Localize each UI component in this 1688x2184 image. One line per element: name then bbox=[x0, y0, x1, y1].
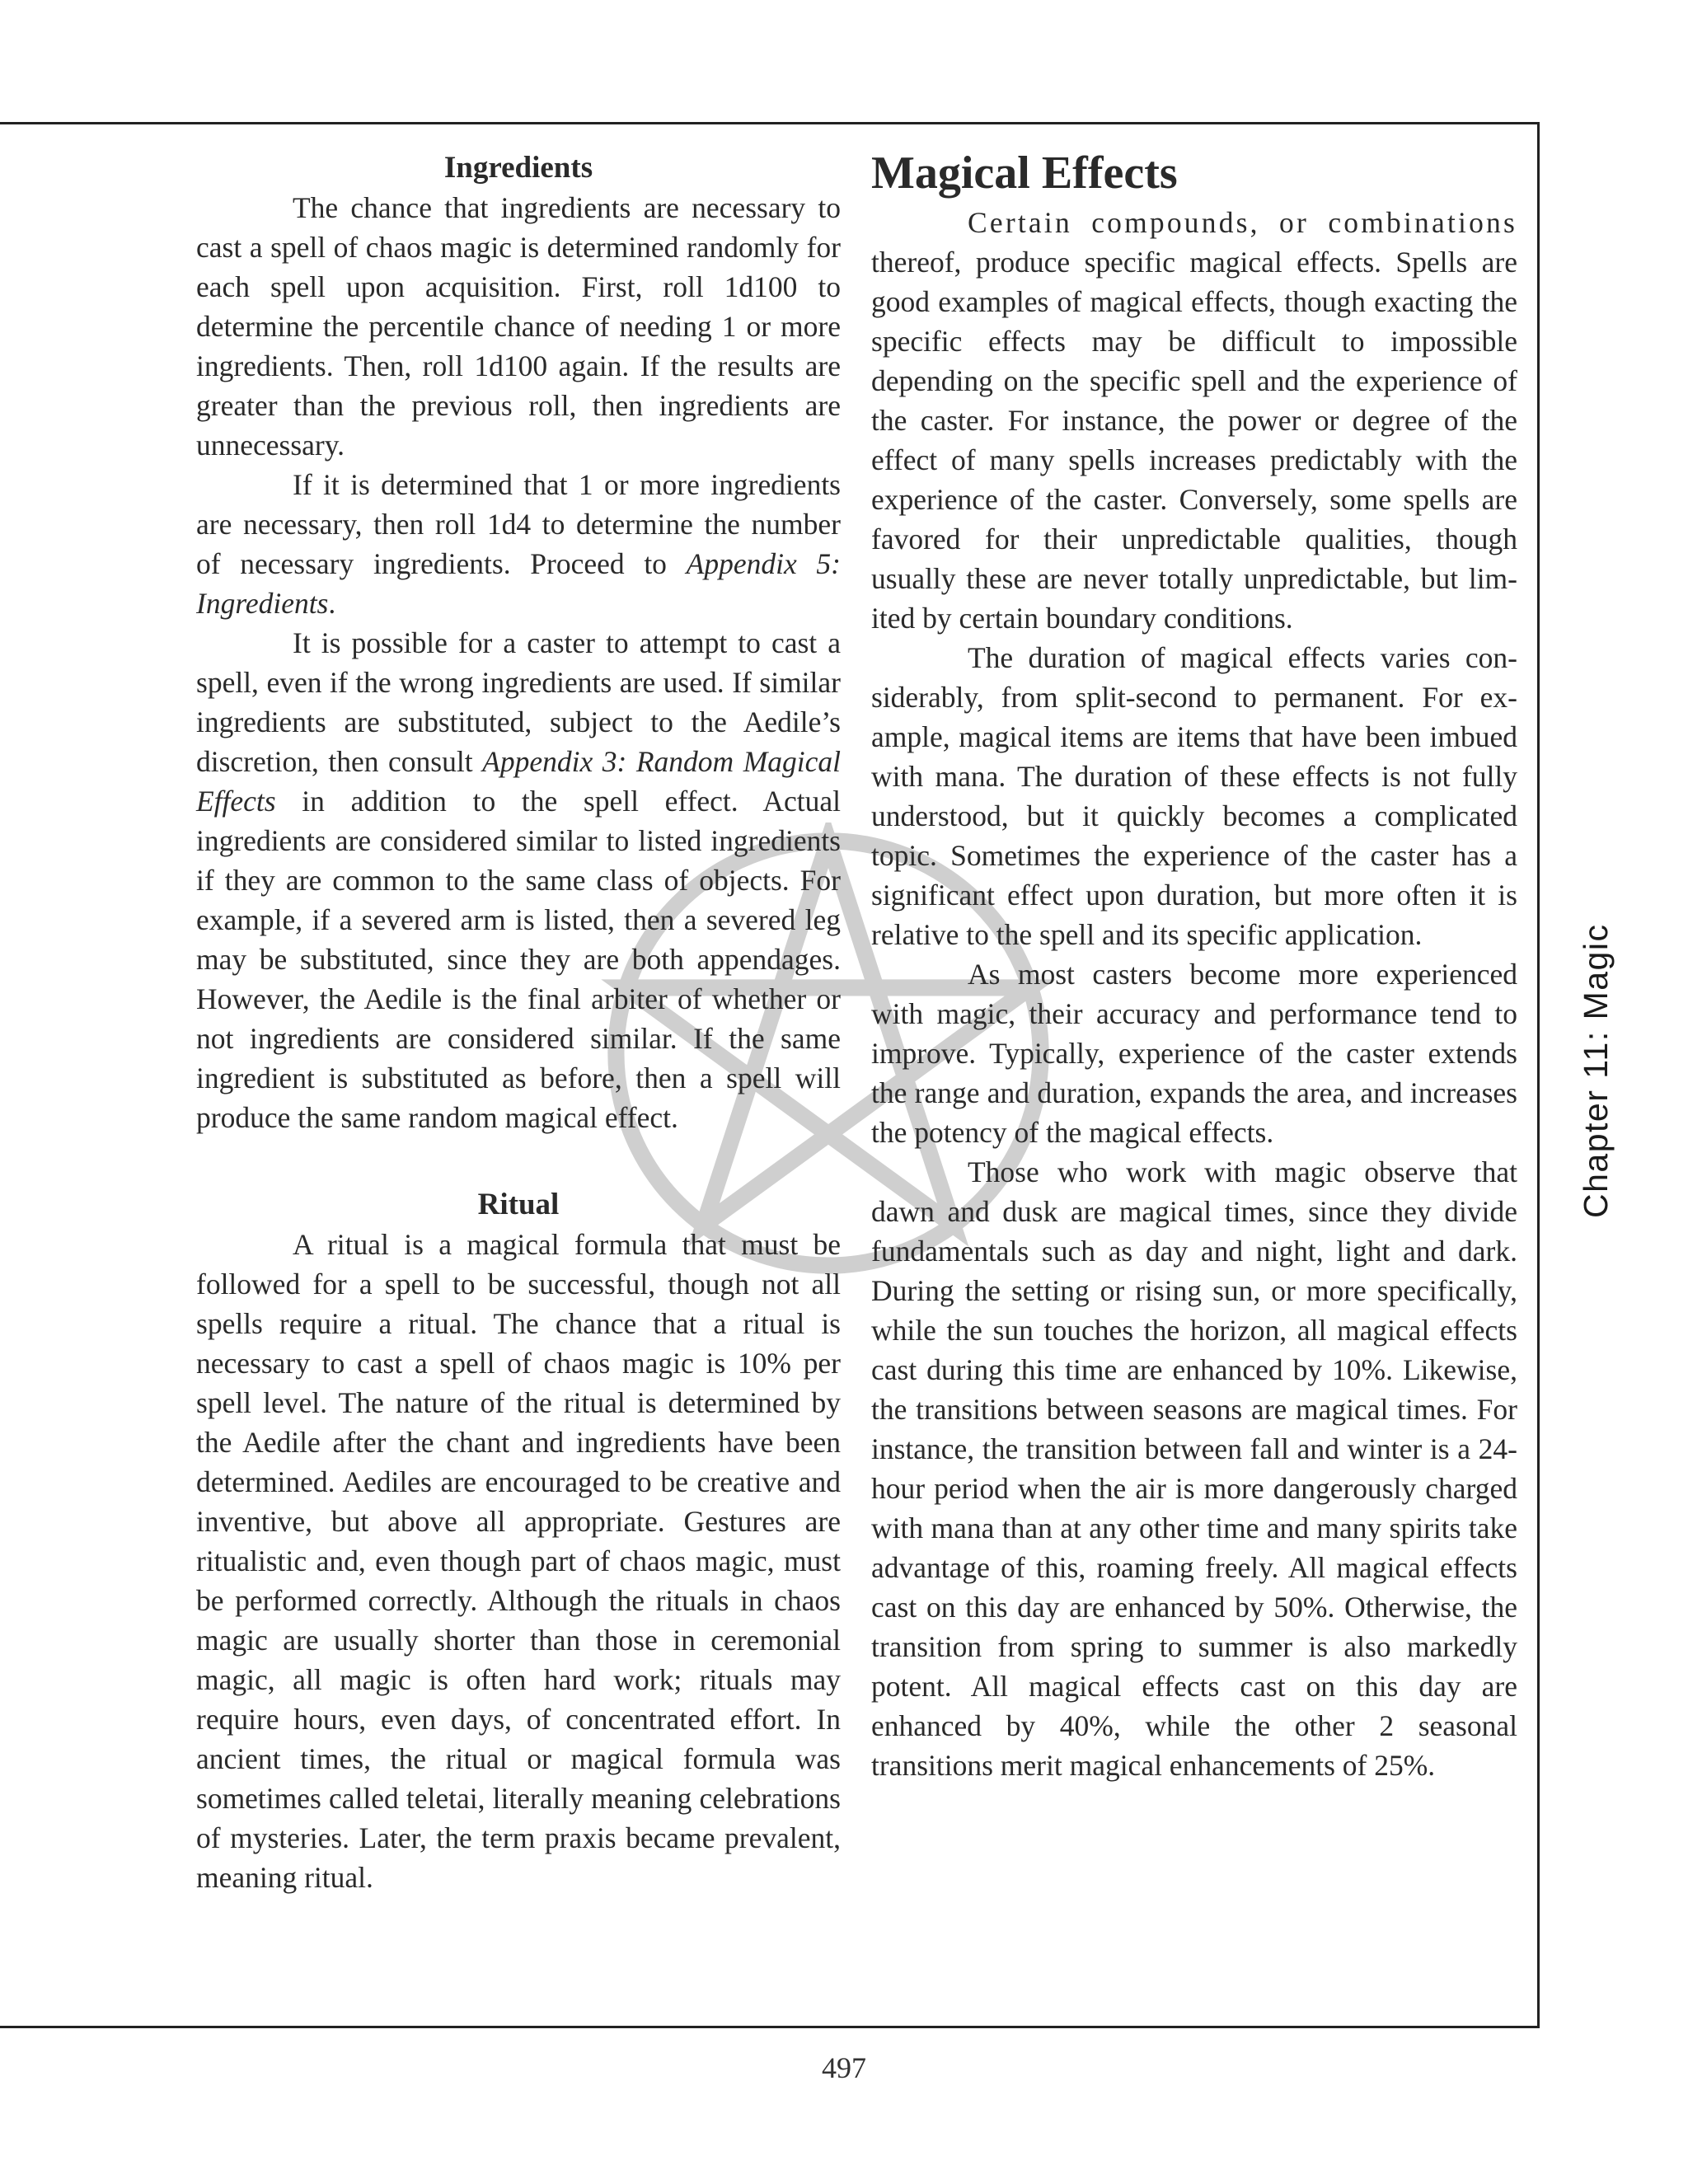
ingredients-paragraph-2-end: . bbox=[328, 587, 336, 620]
ingredients-paragraph-2 bbox=[196, 465, 841, 623]
appendix-3-reference: Appendix 3: Random Magical Effects bbox=[196, 745, 841, 818]
left-column bbox=[196, 148, 841, 1897]
magical-effects-heading: Magical Effects bbox=[871, 148, 1178, 199]
appendix-5-reference: Appendix 5: Ingredients bbox=[196, 547, 841, 620]
top-rule bbox=[0, 122, 1540, 124]
magical-effects-paragraph-4: Those who work with magic observe that dawn and dusk are magical times, since they divide fundamentals such as day and night, light and dark. During the setting or rising sun, or more specifically, while the sun touches the horizon, all magical effects cast during this time are enhanced by 10%. Likewise, the transitions between seasons are magical times. For instance, the transition between fall and winter is a 24-hour period when the air is more dangerously charged with mana than at any other time and many spirits take advantage of this, roaming freely. All magical effects cast on this day are enhanced by 50%. Otherwise, the transition from spring to summer is also markedly potent. All magical effects cast on this day are enhanced by 40%, while the other 2 seasonal transitions merit magical enhancements of 25%. bbox=[871, 1155, 1517, 1782]
right-column bbox=[871, 148, 1517, 1785]
magical-effects-paragraph-1-rest: thereof, produce specific magical effects. Spells are good examples of magical effects, though exacting the specific effects may be difficult to impossible depending on the specific spell and the experience of the caster. For instance, the power or degree of the effect of many spells increases predictably with the experience of the caster. Conversely, some spells are favored for their unpredictable qualities, though usually these are never totally unpredictable, but limited by certain boundary conditions. bbox=[871, 246, 1517, 635]
page-number: 497 bbox=[822, 2051, 866, 2084]
ingredients-paragraph-3-a: It is possible for a caster to attempt to cast a spell, even if the wrong ingredients are used. If similar ingredients are substituted, subject to the Aedile’s discretion, then consult bbox=[196, 626, 841, 778]
magical-effects-paragraph-3: As most casters become more experienced with magic, their accuracy and performance tend to improve. Typically, experience of the caster extends the range and duration, expands the area, and increases the potency of the magical effects. bbox=[871, 958, 1517, 1149]
ingredients-paragraph-2-text: If it is determined that 1 or more ingredients are necessary, then roll 1d4 to determine the number of necessary ingredients. Proceed to bbox=[196, 468, 841, 580]
ritual-paragraph-1: A ritual is a magical formula that must be followed for a spell to be successful, though not all spells require a ritual. The chance that a ritual is necessary to cast a spell of chaos magic is 10% per spell level. The nature of the ritual is determined by the Aedile after the chant and ingredients have been determined. Aediles are encouraged to be creative and inventive, but above all appropriate. Gestures are ritualistic and, even though part of chaos magic, must be performed correctly. Although the rituals in chaos magic are usually shorter than those in ceremonial magic, all magic is often hard work; rituals may require hours, even days, of concentrated effort. In ancient times, the ritual or magical formula was sometimes called teletai, literally meaning celebrations of mysteries. Later, the term praxis became prevalent, meaning ritual. bbox=[196, 1228, 841, 1894]
magical-effects-paragraph-1 bbox=[871, 203, 1517, 638]
bottom-rule bbox=[0, 2026, 1540, 2028]
magical-effects-paragraph-2: The duration of magical effects varies considerably, from split-second to permanent. For example, magical items are items that have been imbued with mana. The duration of these effects is not fully understood, but it quickly becomes a complicated topic. Sometimes the experience of the caster has a significant effect upon duration, but more often it is relative to the spell and its specific application. bbox=[871, 641, 1517, 951]
ritual-heading: Ritual bbox=[477, 1188, 560, 1221]
chapter-side-label: Chapter 11: Magic bbox=[1577, 923, 1615, 1218]
right-rule bbox=[1537, 122, 1540, 2028]
ingredients-heading: Ingredients bbox=[443, 151, 593, 185]
magical-effects-paragraph-1-lead: Certain compounds, or combinations bbox=[968, 206, 1517, 239]
ingredients-paragraph-3-b: in addition to the spell effect. Actual ingredients are considered similar to listed ingredients if they are common to the same class of objects. For example, if a severed arm is listed, then a severed leg may be substituted, since they are both appendages. However, the Aedile is the final arbiter of whether or not ingredients are considered similar. If the same ingredient is substituted as before, then a spell will produce the same random magical effect. bbox=[196, 785, 841, 1134]
ingredients-paragraph-1: The chance that ingredients are necessary to cast a spell of chaos magic is determined randomly for each spell upon acquisition. First, roll 1d100 to determine the percentile chance of needing 1 or more ingredients. Then, roll 1d100 again. If the results are greater than the previous roll, then ingredients are unnecessary. bbox=[196, 191, 841, 462]
ingredients-paragraph-3 bbox=[196, 623, 841, 1137]
